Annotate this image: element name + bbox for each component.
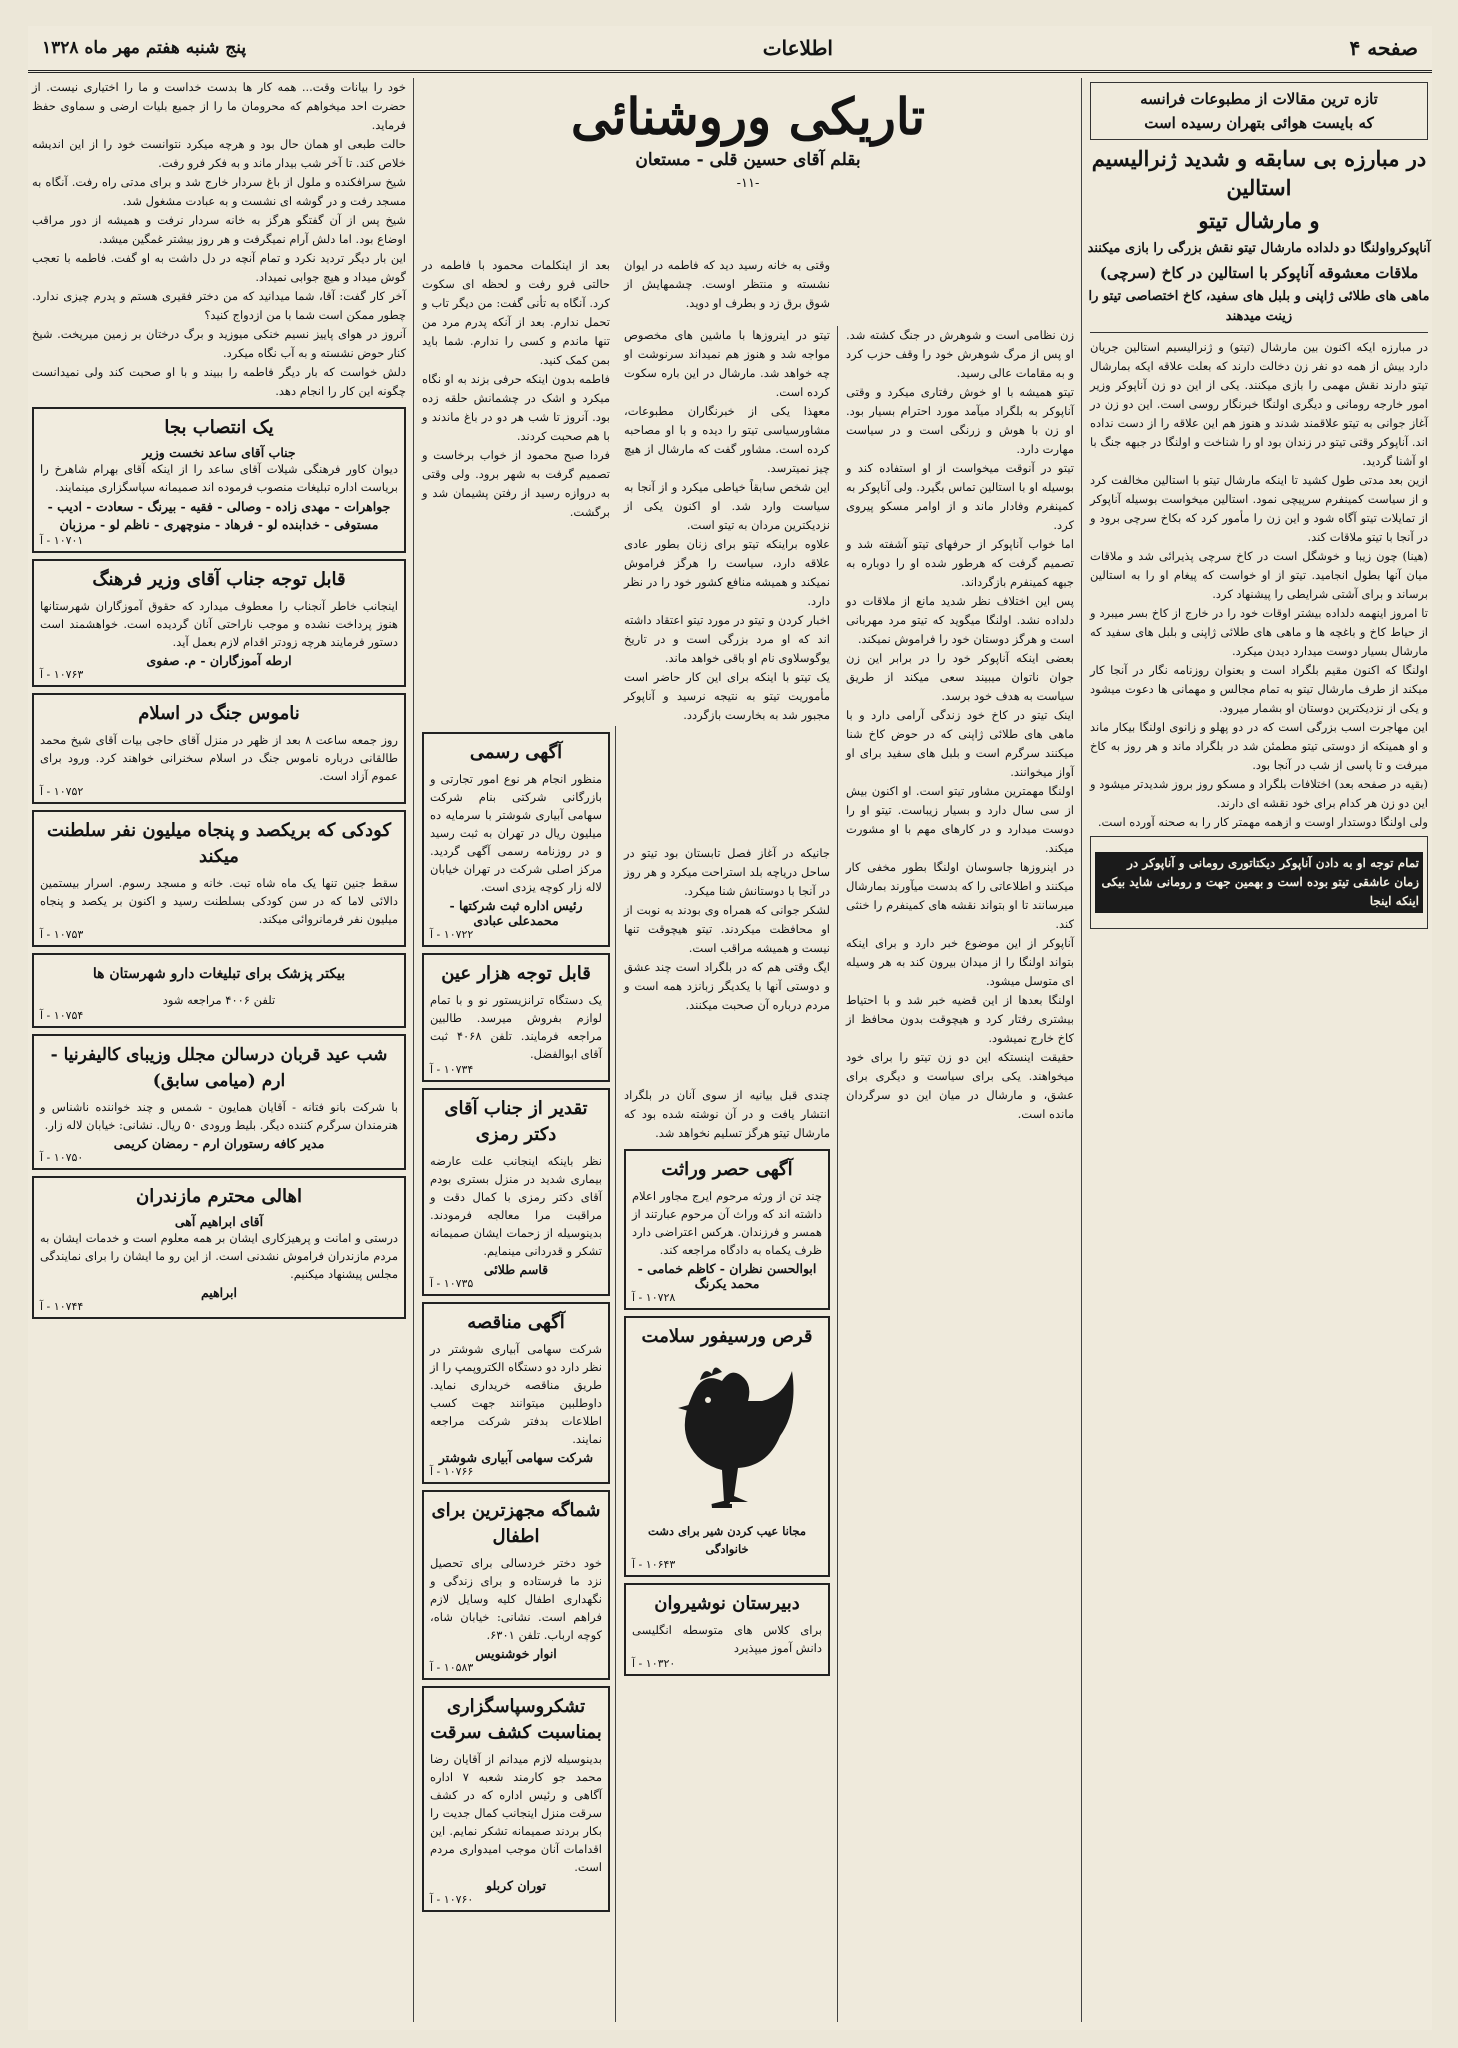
ad-body: با شرکت بانو فتانه - آقایان همایون - شمس و چند خواننده ناشناس و هنرمندان سرگرم کننده دیگر. بلیط ورودی ۵۰ ریال. نشانی: خیابان لاله زار. bbox=[40, 1100, 398, 1132]
ad-code: ۱۰۷۳۵ - آ bbox=[430, 1277, 474, 1290]
ad-body: برای کلاس های متوسطه انگلیسی دانش آموز میپذیرد bbox=[632, 1623, 822, 1655]
inheritance-ad bbox=[624, 1149, 830, 1310]
mid-lower-ads bbox=[620, 1086, 834, 2022]
story-paragraph: خود را بیانات وقت... همه کار ها بدست خداست و ما را اختیاری نیست. از حضرت احد میخواهم که محرومان ما را از جمیع بلیات ارضی و سماوی حفظ فرماید. bbox=[32, 80, 406, 132]
doctor-wanted-ad bbox=[32, 953, 406, 1028]
issue-date: پنج شنبه هفتم مهر ماه ۱۳۲۸ bbox=[42, 38, 247, 58]
culture-minister-ad bbox=[32, 559, 406, 687]
ad-code: ۱۰۷۲۸ - آ bbox=[632, 1291, 676, 1304]
story-paragraph: حالت طبعی او همان حال بود و هرچه میکرد نتوانست خود را از این اندیشه خلاص کند. تا آخر شب بیدار ماند و به فکر فرو رفت. bbox=[32, 137, 406, 170]
ad-signature: انوار خوشنویس bbox=[475, 1646, 557, 1661]
feature-byline: بقلم آقای حسین قلی - مستعان bbox=[635, 150, 861, 170]
article-paragraph: پس این اختلاف نظر شدید مانع از ملاقات دو دلداده نشد. اولنگا میگوید که تیتو مرد مهربانی است و هرگز دوستان خود را فراموش نمیکند. bbox=[846, 594, 1074, 646]
ad-title: آگهی مناقصه bbox=[467, 1312, 565, 1333]
ad-body: منظور انجام هر نوع امور تجارتی و بازرگانی شرکتی بنام شرکت سهامی آبیاری شوشتر با سرمایه ده میلیون ریال در تهران به ثبت رسید و در روزنامه رسمی آگهی گردید. مرکز اصلی شرکت در تهران خیابان لاله زار کوچه یزدی است. bbox=[430, 772, 602, 894]
ad-body: تلفن ۴۰۰۶ مراجعه شود bbox=[162, 993, 276, 1007]
rooster-illustration bbox=[652, 1356, 802, 1516]
article-paragraph: اما خواب آناپوکر از حرفهای تیتو آشفته شد و تصمیم گرفت که هرطور شده او را دوباره به جبهه کمینفرم بازگرداند. bbox=[846, 537, 1074, 589]
ad-body: مجانا عیب کردن شیر برای دشت خانوادگی bbox=[647, 1524, 807, 1556]
feature-paragraph: بعد از اینکلمات محمود با فاطمه در حالتی فرو رفت و لحظه ای سکوت کرد. آنگاه به تأنی گفت: من دیگر تاب و تحمل ندارم. بعد از آنکه پدرم مرد من تنها ماندم و کسی را ندارم. شما باید بمن کمک کنید. bbox=[422, 258, 610, 367]
article-paragraph: (بقیه در صفحه بعد) اختلافات بلگراد و مسکو روز بروز شدیدتر میشود و این دو زن هر کدام برای خود نقشه ای دارند. bbox=[1090, 777, 1428, 810]
ad-title: قابل توجه هزار عین bbox=[441, 963, 591, 984]
kicker-box bbox=[1090, 82, 1428, 140]
ad-signature: ابوالحسن نظران - کاظم خمامی - محمد یکرنگ bbox=[637, 1261, 817, 1291]
ad-title: یک انتصاب بجا bbox=[164, 417, 274, 438]
deck-3: ماهی های طلائی ژاپنی و بلبل های سفید، کاخ اختصاصی تیتو را زینت میدهند bbox=[1088, 289, 1430, 324]
feature-paragraph: وقتی به خانه رسید دید که فاطمه در ایوان نشسته و منتظر اوست. چشمهایش از شوق برق زد و بطرف او دوید. bbox=[624, 258, 830, 310]
article-paragraph: تا امروز اینهمه دلداده بیشتر اوقات خود را در خارج از کاخ بسر میبرد و از حیاط کاخ و باغچه ها و ماهی های طلائی ژاپنی و بلبل های سفید که مارشال بسیار دوست میدارد دیدن میکرد. bbox=[1090, 606, 1428, 658]
dalai-lama-ad bbox=[32, 810, 406, 947]
boxed-note bbox=[1090, 836, 1428, 929]
article-paragraph: حقیقت اینستکه این دو زن تیتو را برای خود میخواهند. یکی برای سیاست و دیگری برای عشق، و مارشال در میان این دو سرگردان مانده است. bbox=[846, 1050, 1074, 1121]
ad-code: ۱۰۳۲۰ - آ bbox=[632, 1657, 676, 1670]
doctor-thanks-ad bbox=[422, 1088, 610, 1296]
ad-signature: شرکت سهامی آبیاری شوشتر bbox=[438, 1450, 594, 1465]
story-paragraph: دلش خواست که بار دیگر فاطمه را ببیند و با او صحبت کند ولی نمیدانست چگونه این کار را انجام دهد. bbox=[32, 365, 406, 398]
ad-body: شرکت سهامی آبیاری شوشتر در نظر دارد دو دستگاه الکتروپمپ را از طریق مناقصه خریداری نماید. داوطلبین میتوانند جهت کسب اطلاعات بدفتر شرکت مراجعه نمایند. bbox=[430, 1342, 602, 1446]
article-paragraph: تیتو همیشه با او خوش رفتاری میکرد و وقتی آناپوکر به بلگراد میآمد مورد احترام بسیار بود. او زن با هوش و زرنگی است و در سیاست مهارت دارد. bbox=[846, 385, 1074, 456]
ad-title: ناموس جنگ در اسلام bbox=[138, 703, 300, 724]
article-paragraph: تیتو در اینروزها با ماشین های مخصوص مواجه شد و هنوز هم نمیداند سرنوشت او چه خواهد شد. مارشال در این باره سکوت کرده است. bbox=[624, 328, 830, 399]
ad-code: ۱۰۶۴۳ - آ bbox=[632, 1558, 676, 1571]
ad-body: خود دختر خردسالی برای تحصیل نزد ما فرستاده و برای زندگی و نگهداری اطفال کلیه وسایل لازم فراهم است. نشانی: خیابان شاه، کوچه ارباب. تلفن ۶۳۰۱. bbox=[430, 1556, 602, 1642]
ad-body: روز جمعه ساعت ۸ بعد از ظهر در منزل آقای حاجی بیات آقای شیخ محمد طالقانی درباره ناموس جنگ در اسلام سخنرانی خواهند کرد. ورود برای عموم آزاد است. bbox=[40, 733, 398, 783]
divider bbox=[1090, 332, 1428, 333]
deck-1: آناپوکرواولنگا دو دلداده مارشال تیتو نقش بزرگی را بازی میکنند bbox=[1087, 241, 1431, 256]
official-notice-ad bbox=[422, 732, 610, 947]
ad-title: بیکتر پزشک برای تبلیغات دارو شهرستان ها bbox=[92, 966, 346, 982]
ad-code: ۱۰۷۶۳ - آ bbox=[40, 668, 84, 681]
ad-body: سقط جنین تنها یک ماه شاه تبت. خانه و مسجد رسوم. اسرار بیستمین دالائی لاما که در سن کودکی بسلطنت رسید و اکنون بر یکصد و پنجاه میلیون نفر فرمانروائی میکند. bbox=[40, 876, 398, 926]
article-paragraph: این شخص سابقاً خیاطی میکرد و از آنجا به سیاست وارد شد. او اکنون یکی از نزدیکترین مردان به تیتو است. bbox=[624, 480, 830, 532]
newspaper-page bbox=[28, 26, 1432, 2030]
ad-code: ۱۰۷۵۳ - آ bbox=[40, 928, 84, 941]
center-ads bbox=[418, 726, 614, 2022]
appointment-ad bbox=[32, 407, 406, 553]
page-header bbox=[28, 26, 1432, 73]
article-paragraph: ایگ وقتی هم که در بلگراد است چند عشق و دوستی آنها با یکدیگر زبانزد همه است و مردم درباره آن صحبت میکنند. bbox=[624, 960, 830, 1012]
article-paragraph: چندی قبل بیانیه از سوی آنان در بلگراد انتشار یافت و در آن نوشته شده بود که مارشال تیتو هرگز تسلیم نخواهد شد. bbox=[624, 1088, 830, 1140]
article-paragraph: اولنگا مهمترین مشاور تیتو است. او اکنون بیش از سی سال دارد و بسیار زیباست. تیتو او را دوست میدارد و در کارهای مهم با او مشورت میکند. bbox=[846, 784, 1074, 855]
ad-code: ۱۰۵۸۳ - آ bbox=[430, 1661, 474, 1674]
ad-subtitle: جناب آقای ساعد نخست وزیر bbox=[142, 445, 296, 460]
story-paragraph: این بار دیگر تردید نکرد و تمام آنچه در دل داشت به او گفت. فاطمه با تعجب گوش میداد و هیچ جوابی نمیداد. bbox=[32, 251, 406, 284]
ad-title: اهالی محترم مازندران bbox=[136, 1186, 302, 1207]
ad-code: ۱۰۷۵۰ - آ bbox=[40, 1151, 84, 1164]
feature-story-body bbox=[418, 256, 614, 675]
tito-article-continued bbox=[842, 326, 1078, 2022]
tito-article-part-3 bbox=[620, 326, 834, 840]
article-paragraph: اولنگا که اکنون مقیم بلگراد است و بعنوان روزنامه نگار در آنجا کار میکند از طرف مارشال تیتو به تمام مجالس و مهمانی ها دعوت میشود و یکی از نزدیکترین دوستان او بشمار میرود. bbox=[1090, 663, 1428, 715]
headline-2: و مارشال تیتو bbox=[1198, 208, 1320, 233]
article-paragraph: علاوه براینکه تیتو برای زنان بطور عادی علاقه دارد، سیاست را هرگز فراموش نمیکند و همیشه منافع کشور خود را در نظر دارد. bbox=[624, 537, 830, 608]
newspaper-name: اطلاعات bbox=[762, 36, 833, 60]
ad-title: دبیرستان نوشیروان bbox=[654, 1593, 800, 1614]
article-paragraph: در اینروزها جاسوسان اولنگا بطور مخفی کار میکنند و اطلاعاتی را که بدست میآورند بمارشال میرسانند تا او بتواند نقشه های کمینفرم را خنثی کند. bbox=[846, 860, 1074, 931]
ad-code: ۱۰۷۶۶ - آ bbox=[430, 1465, 474, 1478]
article-paragraph: لشکر جوانی که همراه وی بودند به نوبت از او محافظت میکردند. تیتو هیچوقت تنها نیست و همیشه مراقب است. bbox=[624, 903, 830, 955]
left-column bbox=[28, 78, 410, 2022]
ad-signature: رئیس اداره ثبت شرکتها - محمدعلی عبادی bbox=[449, 898, 583, 928]
feature-paragraph: فردا صبح محمود از خواب برخاست و تصمیم گرفت به شهر برود. ولی وقتی به دروازه رسید از رفتن پشیمان شد و برگشت. bbox=[422, 448, 610, 519]
story-paragraph: شیخ پس از آن گفتگو هرگز به خانه سردار نرفت و همیشه از دور مراقب اوضاع بود. اما دلش آرام نمیگرفت و هر روز بیشتر غمگین میشد. bbox=[32, 213, 406, 246]
column-rule bbox=[1081, 78, 1082, 2022]
tito-article bbox=[1086, 78, 1432, 2022]
ad-code: ۱۰۷۳۴ - آ bbox=[430, 1063, 474, 1076]
ad-code: ۱۰۷۲۲ - آ bbox=[430, 928, 474, 941]
article-paragraph: این مهاجرت اسب بزرگی است که در دو پهلو و زانوی اولنگا بیکار ماند و او همینکه از دوستی تیتو مطمئن شد در بلگراد ماند و هر روز به کاخ میرفت و تا پاسی از شب در آنجا بود. bbox=[1090, 720, 1428, 772]
ad-title: آگهی حصر وراثت bbox=[661, 1159, 793, 1180]
ad-signature: قاسم طلائی bbox=[483, 1262, 549, 1277]
ad-code: ۱۰۷۵۲ - آ bbox=[40, 785, 84, 798]
ad-body: بدینوسیله لازم میدانم از آقایان رضا محمد جو کارمند شعبه ۷ اداره آگاهی و رئیس اداره که در کشف سرقت منزل اینجانب کمال جدیت را بکار بردند صمیمانه تشکر نمایم. این اقدامات آنان موجب امیدواری مردم است. bbox=[430, 1752, 602, 1874]
feature-title: تاریکی وروشنائی bbox=[570, 87, 926, 146]
article-paragraph: در مبارزه ایکه اکنون بین مارشال (تیتو) و ژنرالیسیم استالین جریان دارد بیش از همه دو نفر زن دخالت دارند که بعلت علاقه ایکه بمارشال تیتو دارند نقش مهمی را بازی میکنند. یکی از این دو زن آناپوکر وزیر امور خارجه رومانی و دیگری اولنگا خبرنگار روسی است. این دو زن در آغاز جوانی به تیتو علاقمند شدند و هنوز هم این علاقه را از دست نداده اند. آناپوکر وقتی تیتو در زندان بود او را شناخت و اولنگا در جبهه جنگ با او آشنا گردید. bbox=[1090, 340, 1428, 468]
ad-title: قابل توجه جناب آقای وزیر فرهنگ bbox=[92, 569, 346, 590]
article-paragraph: اولنگا بعدها از این قضیه خبر شد و با احتیاط بیشتری رفتار کرد و هیچوقت بدون محافظ از کاخ خارج نمیشود. bbox=[846, 993, 1074, 1045]
headline-1: در مبارزه بی سابقه و شدید ژنرالیسیم استالین bbox=[1091, 146, 1427, 200]
ad-code: ۱۰۷۴۴ - آ bbox=[40, 1300, 84, 1313]
ad-signature: توران کربلو bbox=[486, 1878, 546, 1893]
ad-title: شب عید قربان درسالن مجلل وزیبای کالیفرنیا - ارم (میامی سابق) bbox=[50, 1045, 388, 1091]
theft-thanks-ad bbox=[422, 1686, 610, 1912]
ad-title: آگهی رسمی bbox=[469, 742, 563, 763]
ad-title: شماگه مجهزترین برای اطفال bbox=[431, 1500, 601, 1547]
ad-code: ۱۰۷۰۱ - آ bbox=[40, 534, 84, 547]
article-paragraph: آناپوکر از این موضوع خبر دارد و برای اینکه بتواند اولنگا را از میدان بیرون کند به هر وسیله ای متوسل میشود. bbox=[846, 936, 1074, 988]
lecture-ad bbox=[32, 693, 406, 804]
ad-title: تشکروسپاسگزاری بمناسبت کشف سرقت bbox=[430, 1696, 602, 1743]
page-number: صفحه ۴ bbox=[1349, 36, 1418, 60]
story-paragraph: آخر کار گفت: آقا، شما میدانید که من دختر فقیری هستم و پدرم چیزی ندارد. چطور ممکن است شما با من ازدواج کنید؟ bbox=[32, 289, 406, 322]
ad-body: یک دستگاه ترانزیستور نو و با تمام لوازم بفروش میرسد. طالبین مراجعه فرمایند. تلفن ۴۰۶۸ ثبت آقای ابوالفضل. bbox=[430, 993, 603, 1061]
tito-article-part-4 bbox=[620, 844, 834, 1030]
transistor-sale-ad bbox=[422, 953, 610, 1082]
feature-installment: -۱۱- bbox=[736, 176, 760, 191]
ad-signature: مدیر کافه رستوران ارم - رمضان کریمی bbox=[113, 1136, 325, 1151]
article-paragraph: (هینا) چون زیبا و خوشگل است در کاخ سرچی پذیرائی شد و ملاقات میان آنها بطول انجامید. تیتو از او خواست که پیغام او را به استالین برساند و برای آشتی شرایطی را پیشنهاد کرد. bbox=[1090, 549, 1428, 601]
deck-2: ملاقات معشوقه آناپوکر با استالین در کاخ (سرچی) bbox=[1099, 264, 1419, 282]
ad-code: ۱۰۷۵۴ - آ bbox=[40, 1009, 84, 1022]
ad-body: دیوان کاور فرهنگی شیلات آقای ساعد را از اینکه آقای بهرام شاهرخ را بریاست اداره تبلیغات منصوب فرموده اند صمیمانه سپاسگزاری مینمایند. bbox=[40, 462, 398, 494]
article-paragraph: زن نظامی است و شوهرش در جنگ کشته شد. او پس از مرگ شوهرش خود را وقف حزب کرد و به مقامات عالی رسید. bbox=[846, 328, 1074, 380]
ad-title: کودکی که بریکصد و پنجاه میلیون نفر سلطنت میکند bbox=[46, 820, 392, 867]
ad-body: نظر باینکه اینجانب علت عارضه بیماری شدید در منزل بستری بودم آقای دکتر رمزی با کمال دقت و مراقبت مرا معالجه فرمودند. بدینوسیله از زحمات ایشان صمیمانه تشکر و قدردانی مینمایم. bbox=[430, 1154, 602, 1258]
ad-title: تقدیر از جناب آقای دکتر رمزی bbox=[444, 1098, 588, 1145]
article-paragraph: جانیکه در آغاز فصل تابستان بود تیتو در ساحل دریاچه بلد استراحت میکرد و هر روز در آنجا با دوستانش شنا میکرد. bbox=[624, 846, 830, 898]
article-paragraph: اینک تیتو در کاخ خود زندگی آرامی دارد و با ماهی های طلائی ژاپنی که در حوض کاخ شنا میکنند سرگرم است و بلبل های سفید برای او آواز میخوانند. bbox=[846, 708, 1074, 779]
boxed-note-text: تمام توجه او به دادن آناپوکر دیکتاتوری رومانی و آناپوکر در زمان عاشقی تیتو بوده است و بهمین جهت و رومانی شاید بیکی اینکه اینجا bbox=[1095, 852, 1423, 913]
article-paragraph: تیتو در آنوقت میخواست از او استفاده کند و بوسیله او با استالین تماس بگیرد. ولی آناپوکر به کمینفرم وفادار ماند و از اوامر مسکو پیروی کرد. bbox=[846, 461, 1074, 532]
rooster-pill-ad bbox=[624, 1316, 830, 1577]
kicker-line-1: تازه ترین مقالات از مطبوعات فرانسه bbox=[1140, 90, 1378, 108]
ad-body: چند تن از ورثه مرحوم ایرج مجاور اعلام داشته اند که وراث آن مرحوم عبارتند از همسر و فرزندان. هرکس اعتراضی دارد ظرف یکماه به دادگاه مراجعه کند. bbox=[632, 1189, 822, 1257]
tender-ad bbox=[422, 1302, 610, 1484]
column-rule bbox=[837, 326, 838, 2022]
article-paragraph: معهذا یکی از خبرنگاران مطبوعات، مشاورسیاسی تیتو را دیده و با او مصاحبه کرده است. مشاور گفت که مارشال از هیچ چیز نمیترسد. bbox=[624, 404, 830, 475]
article-paragraph: ولی اولنگا دوستدار اوست و ازهمه مهمتر کار را به صحنه آورده است. bbox=[1097, 815, 1428, 829]
column-rule bbox=[413, 78, 414, 2022]
ad-signature: ارطه آموزگاران - م. صفوی bbox=[146, 653, 292, 668]
article-paragraph: یک تیتو با اینکه برای این کار حاضر است مأموریت تیتو به نتیجه نرسید و آناپوکر مجبور شد به بخارست بازگردد. bbox=[624, 670, 830, 722]
ad-subtitle: آقای ابراهیم آهی bbox=[174, 1214, 264, 1229]
feature-story-body-2 bbox=[620, 256, 834, 310]
school-ad bbox=[624, 1583, 830, 1676]
ad-title: قرص ورسیفور سلامت bbox=[641, 1326, 813, 1347]
childcare-ad bbox=[422, 1490, 610, 1680]
ad-signature: ابراهیم bbox=[200, 1285, 237, 1300]
mazandaran-ad bbox=[32, 1176, 406, 1319]
article-paragraph: بعضی اینکه آناپوکر خود را در برابر این زن جوان ناتوان میبیند سعی میکند از طریق سیاست به هدف خود برسد. bbox=[846, 651, 1074, 703]
ad-code: ۱۰۷۶۰ - آ bbox=[430, 1893, 474, 1906]
ad-names: جواهرات - مهدی زاده - وصالی - فقیه - بیرنگ - سعادت - ادیب - مستوفی - خدابنده لو - فرهاد - منوچهری - ناظم لو - مرزبان bbox=[47, 499, 391, 532]
article-paragraph: ازین بعد مدتی طول کشید تا اینکه مارشال تیتو با استالین مخالفت کرد و از سیاست کمینفرم سرپیچی نمود. استالین میخواست بوسیله آناپوکر از تمایلات تیتو آگاه شود و این زن را مأمور کرد که بکاخ سرچی برود و در آنجا با تیتو ملاقات کند. bbox=[1090, 473, 1428, 544]
ad-body: اینجانب خاطر آنجناب را معطوف میدارد که حقوق آموزگاران شهرستانها هنوز پرداخت نشده و موجب ناراحتی آنان گردیده است. خواهشمند است دستور فرمایند هرچه زودتر اقدام لازم بعمل آید. bbox=[40, 599, 398, 649]
article-paragraph: اخبار کردن و تیتو در مورد تیتو اعتقاد داشته اند که او مرد بزرگی است و در تاریخ یوگوسلاوی نام او باقی خواهد ماند. bbox=[624, 613, 830, 665]
column-rule bbox=[615, 726, 616, 2022]
feature-paragraph: فاطمه بدون اینکه حرفی بزند به او نگاه میکرد و اشک در چشمانش حلقه زده بود. آنروز تا شب هر دو در باغ ماندند و با هم صحبت کردند. bbox=[422, 372, 610, 443]
story-paragraph: شیخ سرافکنده و ملول از باغ سردار خارج شد و برای مدتی راه رفت. آنگاه به مسجد رفت و در گوشه ای نشست و به عبادت مشغول شد. bbox=[32, 175, 406, 208]
eid-party-ad bbox=[32, 1034, 406, 1170]
ad-body: درستی و امانت و پرهیزکاری ایشان بر همه معلوم است و خدمات ایشان به مردم مازندران فراموش نشدنی است. از این رو ما ایشان را برای نمایندگی مجلس پیشنهاد میکنیم. bbox=[40, 1231, 398, 1281]
kicker-line-2: که بایست هوائی بتهران رسیده است bbox=[1144, 114, 1374, 132]
story-paragraph: آنروز در هوای پاییز نسیم خنکی میوزید و برگ درختان بر زمین میریخت. شیخ کنار حوض نشسته و به آب نگاه میکرد. bbox=[32, 327, 406, 360]
